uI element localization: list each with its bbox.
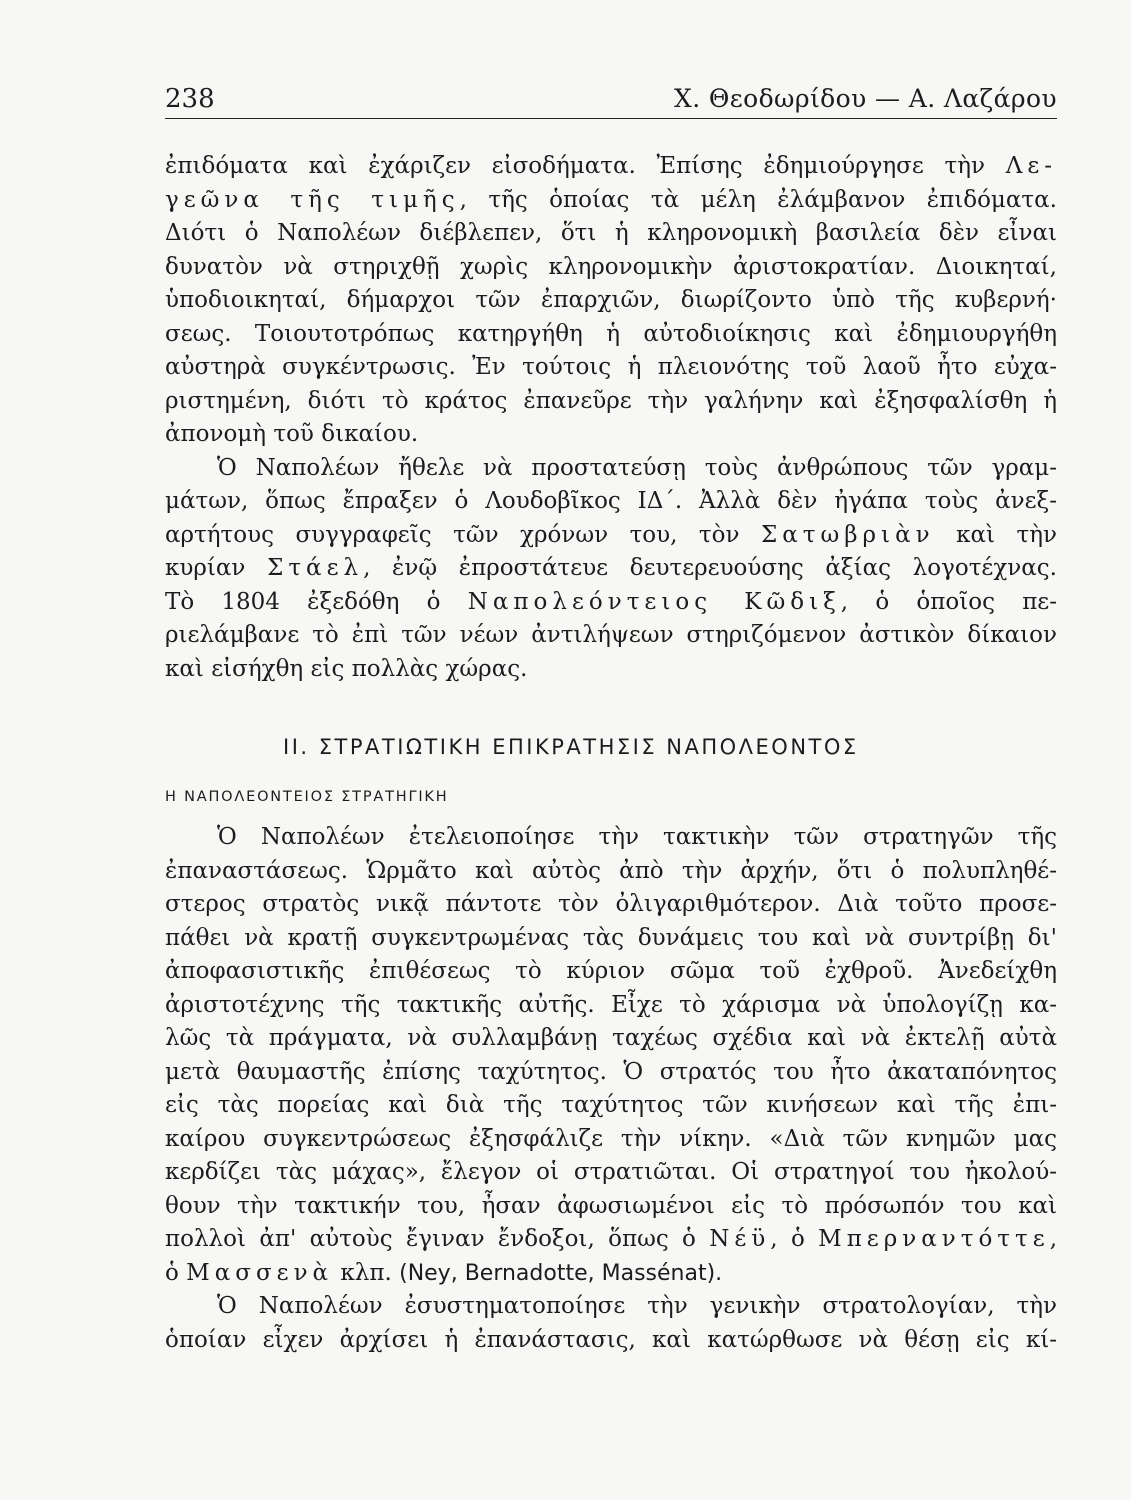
text-line: ὁ Μασσενὰ κλπ. (Ney, Bernadotte, Massénat). — [165, 1259, 723, 1286]
text-line: γεῶνα τῆς τιμῆς, τῆς ὁποίας τὰ μέλη ἐλάμβανον ἐπιδόματα. — [165, 186, 1057, 213]
text-line: σεως. Τοιουτοτρόπως κατηργήθη ἡ αὐτοδιοίκησις καὶ ἐδημιουργήθη — [165, 320, 1057, 347]
page-header — [165, 84, 1057, 119]
text-line: θουν τὴν τακτικήν του, ἦσαν ἀφωσιωμένοι εἰς τὸ πρόσωπόν του καὶ — [165, 1192, 1057, 1219]
text-line: ἀπονομὴ τοῦ δικαίου. — [165, 421, 419, 447]
text-line: αρτήτους συγγραφεῖς τῶν χρόνων του, τὸν Σατωβριὰν καὶ τὴν — [165, 521, 1057, 548]
text-line: Ὁ Ναπολέων ἐτελειοποίησε τὴν τακτικὴν τῶν στρατηγῶν τῆς — [217, 824, 1057, 850]
text-line: Ὁ Ναπολέων ἤθελε νὰ προστατεύσῃ τοὺς ἀνθρώπους τῶν γραμ- — [217, 454, 1057, 481]
page-number: 238 — [165, 84, 215, 114]
text-line: ριελάμβανε τὸ ἐπὶ τῶν νέων ἀντιλήψεων στηριζόμενον ἀστικὸν δίκαιον — [165, 622, 1057, 648]
text-line: καὶ εἰσήχθη εἰς πολλὰς χώρας. — [165, 655, 528, 682]
text-line: Διότι ὁ Ναπολέων διέβλεπεν, ὅτι ἡ κληρονομικὴ βασιλεία δὲν εἶναι — [165, 220, 1057, 246]
text-line: καίρου συγκεντρώσεως ἐξησφάλιζε τὴν νίκην. «Διὰ τῶν κνημῶν μας — [165, 1125, 1057, 1152]
text-line: ἀριστοτέχνης τῆς τακτικῆς αὐτῆς. Εἶχε τὸ χάρισμα νὰ ὑπολογίζῃ κα- — [165, 991, 1057, 1018]
text-line: Τὸ 1804 ἐξεδόθη ὁ Ναπολεόντειος Κῶδιξ, ὁ ὁποῖος πε- — [165, 588, 1057, 615]
text-line: μάτων, ὅπως ἔπραξεν ὁ Λουδοβῖκος ΙΔ΄. Ἀλλὰ δὲν ἠγάπα τοὺς ἀνεξ- — [165, 488, 1057, 514]
text-line: αὐστηρὰ συγκέντρωσις. Ἐν τούτοις ἡ πλειονότης τοῦ λαοῦ ἦτο εὐχα- — [165, 354, 1057, 380]
text-line: πολλοὶ ἀπ' αὐτοὺς ἔγιναν ἔνδοξοι, ὅπως ὁ Νέϋ, ὁ Μπερναντόττε, — [165, 1226, 1057, 1252]
text-line: ἀποφασιστικῆς ἐπιθέσεως τὸ κύριον σῶμα τοῦ ἐχθροῦ. Ἀνεδείχθη — [165, 958, 1057, 984]
paragraph-block-1 — [165, 150, 1057, 686]
text-line: πάθει νὰ κρατῇ συγκεντρωμένας τὰς δυνάμεις του καὶ νὰ συντρίβῃ δι' — [165, 924, 1057, 951]
text-line: δυνατὸν νὰ στηριχθῇ χωρὶς κληρονομικὴν ἀριστοκρατίαν. Διοικηταί, — [165, 253, 1057, 280]
text-line: εἰς τὰς πορείας καὶ διὰ τῆς ταχύτητος τῶν κινήσεων καὶ τῆς ἐπι- — [165, 1092, 1057, 1118]
text-line: ὁποίαν εἶχεν ἀρχίσει ἡ ἐπανάστασις, καὶ κατώρθωσε νὰ θέσῃ εἰς κί- — [165, 1326, 1057, 1353]
text-line: μετὰ θαυμαστῆς ἐπίσης ταχύτητος. Ὁ στρατός του ἦτο ἀκαταπόνητος — [165, 1058, 1057, 1085]
text-line: ὑποδιοικηταί, δήμαρχοι τῶν ἐπαρχιῶν, διωρίζοντο ὑπὸ τῆς κυβερνή· — [165, 287, 1057, 313]
text-line: κυρίαν Στάελ, ἐνῷ ἐπροστάτευε δευτερευούσης ἀξίας λογοτέχνας. — [165, 555, 1057, 581]
text-line: στερος στρατὸς νικᾷ πάντοτε τὸν ὀλιγαριθμότερον. Διὰ τοῦτο προσε- — [165, 891, 1057, 917]
text-line: ριστημένη, διότι τὸ κράτος ἐπανεῦρε τὴν γαλήνην καὶ ἐξησφαλίσθη ἡ — [165, 387, 1057, 414]
latin-names: (Ney, Bernadotte, Massénat). — [399, 1260, 723, 1286]
running-head: Χ. Θεοδωρίδου — Α. Λαζάρου — [674, 84, 1057, 113]
paragraph-block-2 — [165, 821, 1057, 1357]
section-heading: II. ΣΤΡΑΤΙΩΤΙΚΗ ΕΠΙΚΡΑΤΗΣΙΣ ΝΑΠΟΛΕΟΝΤΟΣ — [283, 735, 859, 759]
text-line: ἐπαναστάσεως. Ὡρμᾶτο καὶ αὐτὸς ἀπὸ τὴν ἀρχήν, ὅτι ὁ πολυπληθέ- — [165, 857, 1057, 884]
text-line: ἐπιδόματα καὶ ἐχάριζεν εἰσοδήματα. Ἐπίσης ἐδημιούργησε τὴν Λε- — [165, 153, 1057, 179]
text-line: Ὁ Ναπολέων ἐσυστηματοποίησε τὴν γενικὴν στρατολογίαν, τὴν — [217, 1293, 1057, 1319]
subsection-heading: Η ΝΑΠΟΛΕΟΝΤΕΙΟΣ ΣΤΡΑΤΗΓΙΚΗ — [165, 789, 449, 805]
text-line: λῶς τὰ πράγματα, νὰ συλλαμβάνῃ ταχέως σχέδια καὶ νὰ ἐκτελῇ αὐτὰ — [165, 1025, 1057, 1051]
text-line: κερδίζει τὰς μάχας», ἔλεγον οἱ στρατιῶται. Οἱ στρατηγοί του ἠκολού- — [165, 1159, 1057, 1185]
